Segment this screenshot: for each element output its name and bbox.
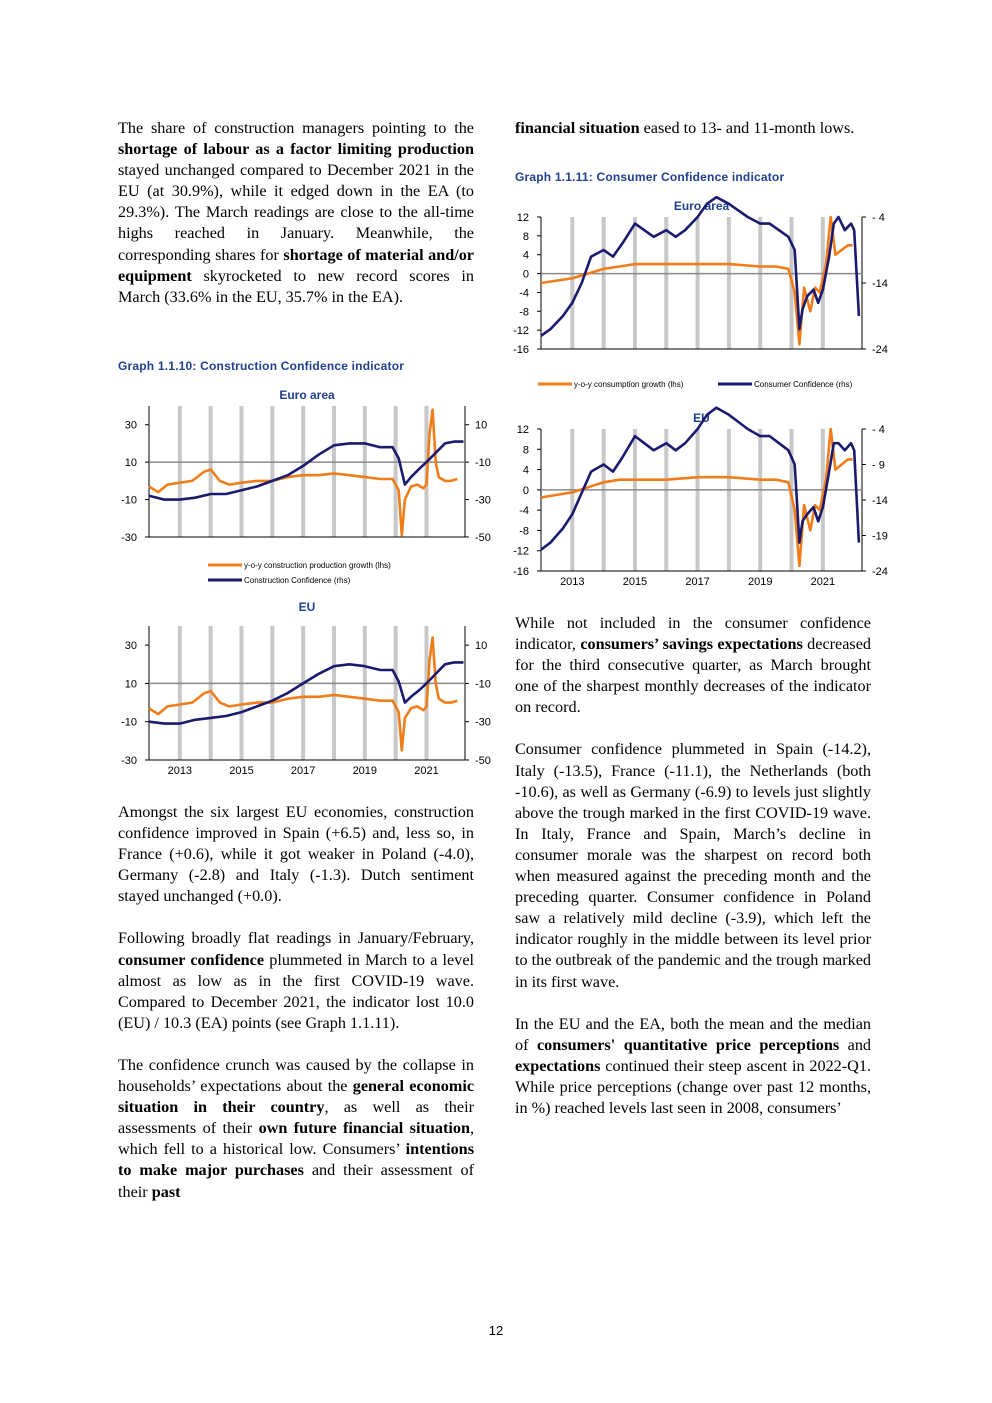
legend-label: Consumer Confidence (rhs) — [754, 380, 853, 389]
x-tick-label: 2017 — [290, 765, 316, 777]
chart-title: Euro area — [673, 199, 730, 213]
lhs-tick-label: 12 — [516, 424, 529, 436]
rhs-tick-label: 10 — [475, 419, 488, 432]
paragraph-labour-shortage: The share of construction managers pointing to the shortage of labour as a factor limiting production stayed unchanged compared to December 2021 in the EU (at 30.9%), while it edged down in the EA (to 29.3%). The March readings are close to the all-time highs reached in January. Meanwhile, the corresponding shares for shortage of material and/or equipment skyrocketed to new record scores in March (33.6% in the EU, 35.7% in the EA). — [118, 119, 474, 306]
lhs-tick-label: -8 — [519, 525, 529, 538]
lhs-tick-label: -12 — [513, 325, 529, 338]
lhs-tick-label: 4 — [522, 464, 529, 477]
rhs-tick-label: -14 — [872, 495, 888, 507]
legend-label: y-o-y construction production growth (lhs) — [244, 561, 391, 570]
lhs-tick-label: -4 — [519, 505, 529, 518]
lhs-tick-label: -10 — [121, 716, 137, 729]
rhs-tick-label: -50 — [475, 755, 491, 767]
left-column-top — [118, 118, 474, 329]
rhs-tick-label: -30 — [475, 716, 491, 729]
x-tick-label: 2019 — [747, 576, 773, 588]
paragraph-consumer-confidence: Following broadly flat readings in January/February, consumer confidence plummeted in March to a level almost as low as in the first COVID-19 wave. Compared to December 2021, the indicator lost 10.0 (EU) / 10.3 (EA) points (see Graph 1.1.11). — [118, 929, 475, 1032]
lhs-tick-label: 30 — [124, 419, 137, 432]
legend-label: y-o-y consumption growth (lhs) — [574, 380, 684, 389]
series-line-confidence — [149, 662, 464, 723]
lhs-tick-label: 0 — [522, 484, 529, 497]
lhs-tick-label: -30 — [121, 532, 137, 544]
right-column-top — [515, 118, 871, 160]
x-tick-label: 2013 — [167, 765, 193, 777]
left-column-bottom — [118, 802, 474, 1224]
paragraph-construction-countries: Amongst the six largest EU economies, construction confidence improved in Spain (+6.5) and, less so, in France (+0.6), while it got weaker in Poland (-4.0), Germany (-2.8) and Italy (-1.3). Dutch sentiment stayed unchanged (+0.0). — [118, 803, 474, 906]
chart-title: Euro area — [279, 388, 335, 402]
lhs-tick-label: 4 — [522, 249, 529, 262]
x-tick-label: 2021 — [414, 765, 439, 777]
series-line-confidence — [149, 442, 464, 500]
x-tick-label: 2021 — [810, 576, 836, 588]
graph-1-1-11-caption: Graph 1.1.11: Consumer Confidence indicator — [515, 170, 785, 184]
rhs-tick-label: -24 — [872, 344, 888, 356]
paragraph-price-perceptions: In the EU and the EA, both the mean and the median of consumers' quantitative price perceptions and expectations continued their steep ascent in 2022-Q1. While price perceptions (change over past 12 months, in %) reached levels last seen in 2008, consumers’ — [515, 1014, 872, 1117]
x-tick-label: 2015 — [622, 576, 648, 588]
rhs-tick-label: -14 — [872, 278, 888, 290]
chart-title: EU — [693, 411, 710, 425]
consumer-eu-chart — [508, 405, 888, 593]
rhs-tick-label: -10 — [475, 678, 491, 691]
rhs-tick-label: -24 — [872, 566, 888, 578]
page-number: 12 — [488, 1323, 504, 1338]
rhs-tick-label: 10 — [475, 640, 488, 653]
rhs-tick-label: -30 — [475, 494, 491, 507]
x-tick-label: 2013 — [560, 576, 585, 588]
lhs-tick-label: 8 — [522, 444, 529, 457]
construction-ea-chart — [112, 384, 491, 594]
lhs-tick-label: -16 — [513, 566, 529, 578]
rhs-tick-label: -19 — [872, 530, 888, 543]
paragraph-financial-situation: financial situation eased to 13- and 11-month lows. — [515, 119, 855, 137]
rhs-tick-label: - 4 — [872, 212, 885, 224]
x-tick-label: 2017 — [685, 576, 710, 588]
lhs-tick-label: -12 — [513, 545, 529, 558]
rhs-tick-label: -10 — [475, 457, 491, 470]
x-tick-label: 2019 — [352, 765, 378, 777]
paragraph-confidence-crunch: The confidence crunch was caused by the collapse in households’ expectations about the general economic situation in their country, as well as their assessments of their own future financial situation, which fell to a historical low. Consumers’ intentions to make major purchases and their assessment of their past — [118, 1055, 475, 1201]
paragraph-country-declines: Consumer confidence plummeted in Spain (-14.2), Italy (-13.5), France (-11.1), the Netherlands (both -10.6), as well as Germany (-6.9) to levels just slightly above the trough marked in the first COVID-19 wave. In Italy, France and Spain, March’s decline in consumer morale was the sharpest on record both when measured against the preceding month and the preceding quarter. Consumer confidence in Poland saw a relatively mild decline (-3.9), which left the indicator roughly in the middle between its level prior to the outbreak of the pandemic and the trough marked in its first wave. — [515, 740, 871, 991]
lhs-tick-label: -16 — [513, 344, 529, 356]
lhs-tick-label: 30 — [124, 640, 137, 653]
lhs-tick-label: 0 — [522, 268, 529, 281]
graph-1-1-10-caption: Graph 1.1.10: Construction Confidence indicator — [118, 359, 405, 373]
x-tick-label: 2015 — [229, 765, 254, 777]
lhs-tick-label: 8 — [522, 230, 529, 243]
paragraph-savings-expectations: While not included in the consumer confidence indicator, consumers’ savings expectations decreased for the third consecutive quarter, as March brought one of the sharpest monthly decreases of the indicator on record. — [515, 614, 871, 717]
lhs-tick-label: 10 — [124, 457, 137, 470]
construction-eu-chart — [112, 598, 491, 783]
lhs-tick-label: 10 — [124, 678, 137, 691]
consumer-ea-chart — [508, 195, 888, 395]
legend-label: Construction Confidence (rhs) — [244, 576, 351, 585]
series-line-confidence — [541, 197, 859, 336]
rhs-tick-label: - 4 — [872, 424, 885, 436]
lhs-tick-label: -10 — [121, 494, 137, 507]
lhs-tick-label: -8 — [519, 306, 529, 319]
right-column-bottom — [515, 613, 871, 1140]
chart-title: EU — [298, 600, 316, 614]
rhs-tick-label: -50 — [475, 532, 491, 544]
rhs-tick-label: - 9 — [872, 459, 885, 472]
lhs-tick-label: -4 — [519, 287, 529, 300]
lhs-tick-label: -30 — [121, 755, 137, 767]
lhs-tick-label: 12 — [516, 212, 529, 224]
